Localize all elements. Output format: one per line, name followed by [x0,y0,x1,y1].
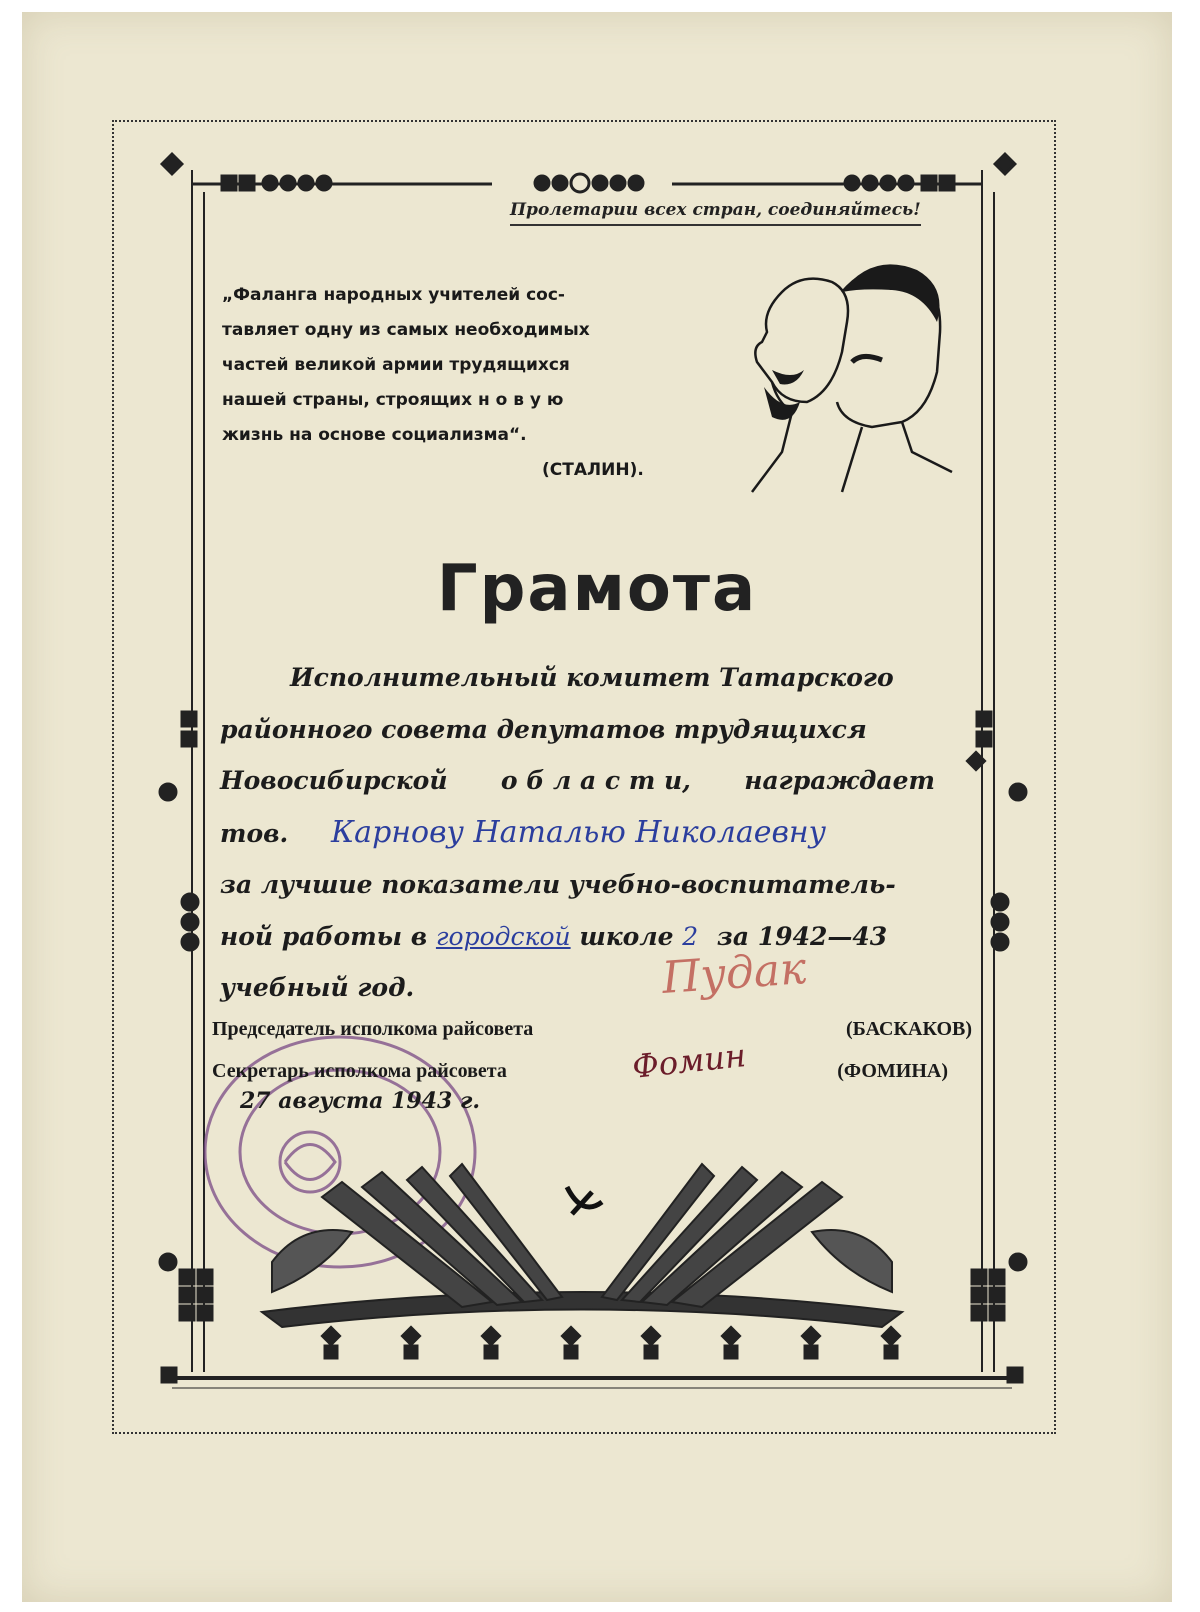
document-title: Грамота [436,552,758,626]
body-line-6-b: школе [579,921,674,951]
quote-author: (СТАЛИН). [542,460,644,480]
body-line-2: районного совета депутатов трудящихся [220,714,867,744]
quote-line: тавляет одну из самых необходимых [222,320,590,340]
leaders-portrait-illustration [712,252,972,502]
quote-line: частей великой армии трудящихся [222,355,570,375]
chair-handwritten-signature: Пудак [660,943,808,1004]
body-line-7: учебный год. [220,973,415,1002]
chair-signature-row [212,1008,972,1050]
stalin-quote [222,278,692,453]
body-line-4 [220,807,960,860]
quote-line: нашей страны, строящих н о в у ю [222,390,564,410]
body-line-5: за лучшие показатели учебно-воспитатель- [220,870,896,899]
secretary-name: (ФОМИНА) [837,1059,948,1082]
school-type-handwritten: городской [435,921,571,951]
quote-line: „Фаланга народных учителей сос- [222,285,565,305]
body-line-3 [220,755,935,807]
chair-name: (БАСКАКОВ) [845,1017,972,1040]
body-line-6-c: за 1942—43 [716,921,888,951]
body-line-3-c: награждает [744,766,935,795]
body-line-6-a: ной работы в [220,921,428,951]
secretary-handwritten-signature: Фомин [630,1036,748,1086]
body-line-4-prefix: тов. [220,818,289,848]
signature-block [212,1008,972,1092]
body-line-1: Исполнительный комитет Татарского [290,663,894,692]
issue-date: 27 августа 1943 г. [240,1088,481,1114]
body-line-3-b: о б л а с т и, [500,766,691,795]
secretary-title: Секретарь исполкома райсовета [212,1059,507,1082]
body-line-6 [220,911,960,963]
certificate-sheet [22,12,1172,1602]
school-number-handwritten: 2 [682,921,699,951]
body-line-3-a: Новосибирской [220,766,448,795]
chair-title: Председатель исполкома райсовета [212,1017,534,1040]
recipient-name-handwritten: Карнову Наталью Николаевну [330,814,827,850]
secretary-signature-row [212,1050,972,1092]
motto: Пролетарии всех стран, соединяйтесь! [510,200,921,226]
award-body-text [220,652,960,1014]
flags-wreath-illustration [242,1142,922,1332]
quote-line: жизнь на основе социализма“. [222,425,527,445]
